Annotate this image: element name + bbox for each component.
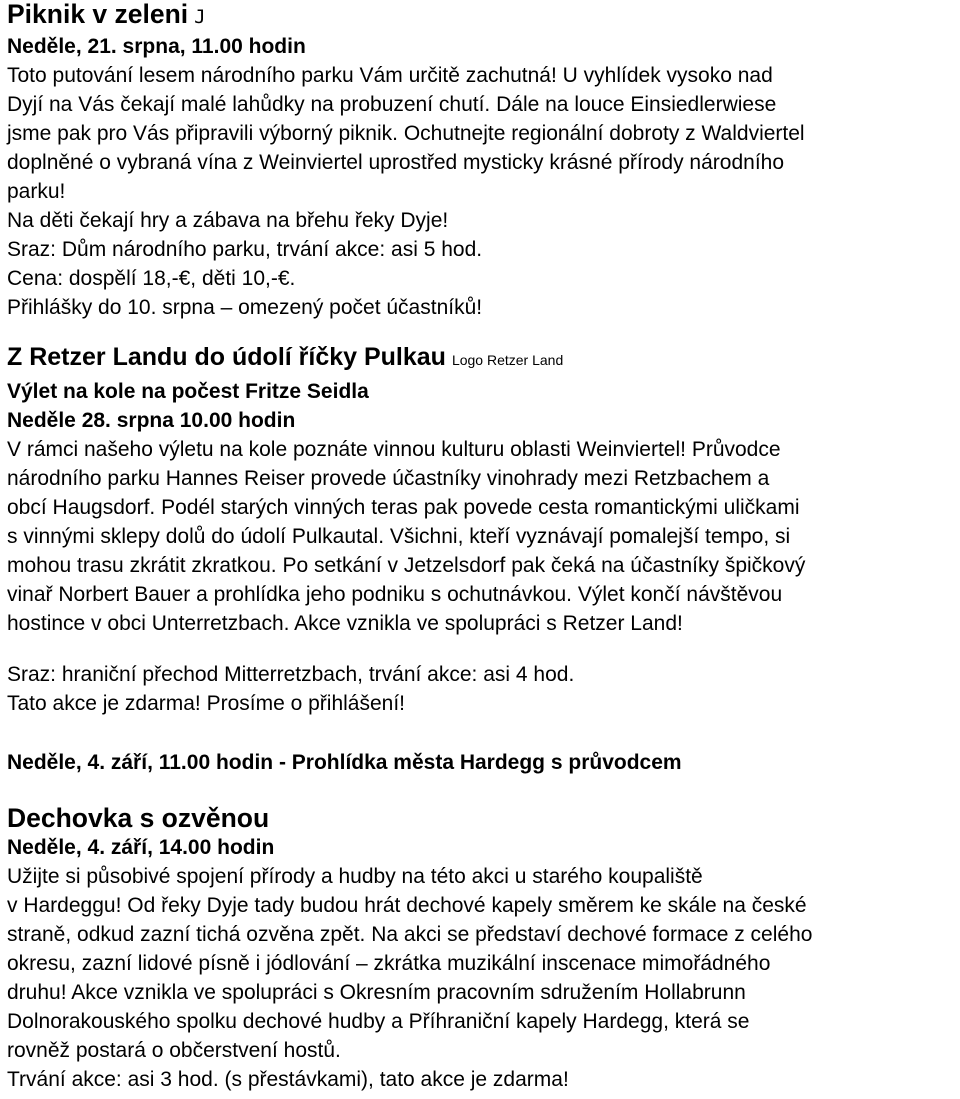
text-line: Přihlášky do 10. srpna – omezený počet účastníků! — [7, 296, 483, 319]
event-title — [7, 340, 956, 377]
logo-placeholder: Logo Retzer Land — [451, 352, 564, 368]
text-line: obcí Haugsdorf. Podél starých vinných teras pak povede cesta romantickými uličkami — [7, 496, 800, 519]
text-line: rovněž postará o občerstvení hostů. — [7, 1039, 341, 1062]
event-title-text: Z Retzer Landu do údolí říčky Pulkau — [7, 343, 446, 371]
text-line: jsme pak pro Vás připravili výborný piknik. Ochutnejte regionální dobroty z Waldviertel — [7, 122, 805, 145]
event-hardegg-tour — [7, 748, 956, 777]
text-line: Užijte si působivé spojení přírody a hudby na této akci u starého koupaliště — [7, 865, 703, 888]
event-subtitle: Výlet na kole na počest Fritze Seidla — [7, 380, 369, 403]
text-line: Cena: dospělí 18,-€, děti 10,-€. — [7, 267, 296, 290]
event-retzer-land — [7, 340, 956, 718]
meeting-info: Sraz: hraniční přechod Mitterretzbach, trvání akce: asi 4 hod. — [7, 663, 575, 686]
registration-note: Tato akce je zdarma! Prosíme o přihlášení! — [7, 692, 406, 715]
text-line: parku! — [7, 180, 66, 203]
event-dechovka — [7, 804, 956, 1094]
text-line: V rámci našeho výletu na kole poznáte vinnou kulturu oblasti Weinviertel! Průvodce — [7, 438, 781, 461]
event-description — [7, 862, 956, 1094]
text-line: Dyjí na Vás čekají malé lahůdky na probuzení chutí. Dále na louce Einsiedlerwiese — [7, 93, 777, 116]
event-heading: Neděle, 4. září, 11.00 hodin - Prohlídka města Hardegg s průvodcem — [7, 751, 682, 774]
event-title-text: Piknik v zeleni — [7, 0, 189, 29]
event-title — [7, 0, 956, 32]
text-line: Trvání akce: asi 3 hod. (s přestávkami), tato akce je zdarma! — [7, 1068, 569, 1091]
smiley-glyph: J — [194, 6, 206, 28]
text-line: národního parku Hannes Reiser provede účastníky vinohrady mezi Retzbachem a — [7, 467, 770, 490]
event-date: Neděle 28. srpna 10.00 hodin — [7, 409, 296, 432]
event-description — [7, 61, 956, 322]
event-title: Dechovka s ozvěnou — [7, 803, 270, 833]
text-line: Na děti čekají hry a zábava na břehu řeky Dyje! — [7, 209, 449, 232]
text-line: v Hardeggu! Od řeky Dyje tady budou hrát dechové kapely směrem ke skále na české — [7, 894, 807, 917]
text-line: doplněné o vybraná vína z Weinviertel uprostřed mysticky krásné přírody národního — [7, 151, 785, 174]
event-date: Neděle, 21. srpna, 11.00 hodin — [7, 35, 306, 58]
text-line: s vinnými sklepy dolů do údolí Pulkautal. Všichni, kteří vyznávají pomalejší tempo, si — [7, 525, 791, 548]
event-date: Neděle, 4. září, 14.00 hodin — [7, 836, 275, 859]
text-line: straně, odkud zazní tichá ozvěna zpět. Na akci se představí dechové formace z celého — [7, 923, 813, 946]
text-line: Dolnorakouského spolku dechové hudby a Příhraniční kapely Hardegg, která se — [7, 1010, 750, 1033]
text-line: vinař Norbert Bauer a prohlídka jeho podniku s ochutnávkou. Výlet končí návštěvou — [7, 583, 783, 606]
text-line: mohou trasu zkrátit zkratkou. Po setkání v Jetzelsdorf pak čeká na účastníky špičkový — [7, 554, 806, 577]
event-piknik — [7, 0, 956, 322]
text-line: Sraz: Dům národního parku, trvání akce: asi 5 hod. — [7, 238, 483, 261]
event-description — [7, 435, 956, 638]
text-line: okresu, zazní lidové písně i jódlování – zkrátka muzikální inscenace mimořádného — [7, 952, 771, 975]
text-line: Toto putování lesem národního parku Vám určitě zachutná! U vyhlídek vysoko nad — [7, 64, 773, 87]
text-line: hostince v obci Unterretzbach. Akce vznikla ve spolupráci s Retzer Land! — [7, 612, 683, 635]
text-line: druhu! Akce vznikla ve spolupráci s Okresním pracovním sdružením Hollabrunn — [7, 981, 746, 1004]
